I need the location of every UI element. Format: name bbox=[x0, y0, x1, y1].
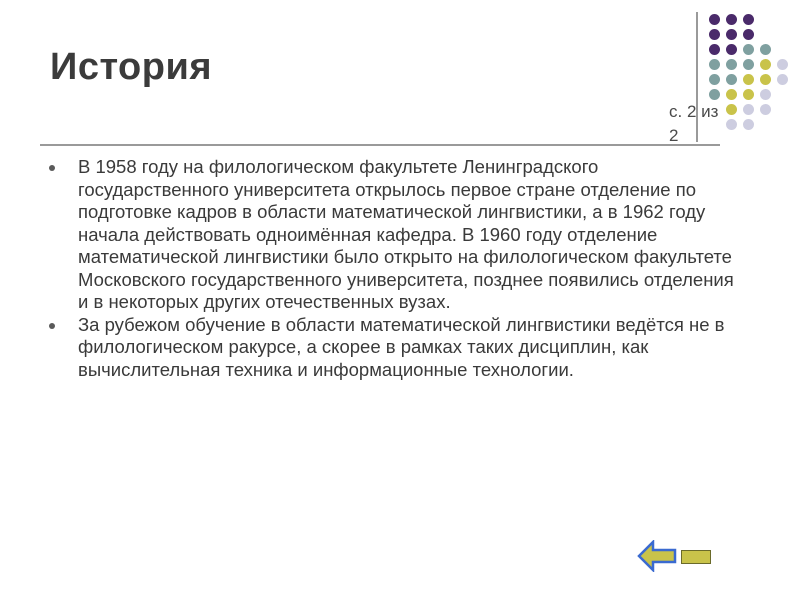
dot bbox=[743, 14, 754, 25]
page-indicator-line2: 2 bbox=[669, 126, 679, 145]
dot bbox=[709, 29, 720, 40]
dot bbox=[760, 59, 771, 70]
dot bbox=[709, 44, 720, 55]
dot bbox=[743, 89, 754, 100]
dot bbox=[743, 29, 754, 40]
bullet-item bbox=[46, 156, 746, 314]
back-arrow-icon[interactable] bbox=[637, 540, 677, 572]
dot bbox=[760, 44, 771, 55]
page-indicator bbox=[669, 100, 731, 148]
dot bbox=[726, 44, 737, 55]
dot bbox=[760, 74, 771, 85]
bullet-icon bbox=[49, 165, 55, 171]
dot bbox=[777, 74, 788, 85]
dot bbox=[726, 29, 737, 40]
dot bbox=[726, 59, 737, 70]
dot bbox=[743, 119, 754, 130]
dot bbox=[709, 89, 720, 100]
bullet-text: В 1958 году на филологическом факультете Ленинградского государственного университета открылось первое стране отделение по подготовке кадров в области математической лингвистики, а в 1962 году начала действовать одноимённая кафедра. В 1960 году отделение математической лингвистики было открыто на филологическом факультете Московского государственного университета, позднее появились отделения и в некоторых других отечественных вузах. bbox=[78, 156, 734, 312]
dot bbox=[743, 44, 754, 55]
dot bbox=[760, 89, 771, 100]
horizontal-divider bbox=[40, 144, 720, 146]
dot bbox=[743, 104, 754, 115]
page-indicator-line1: с. 2 из bbox=[669, 102, 719, 121]
dot bbox=[743, 74, 754, 85]
slide-title: История bbox=[50, 46, 213, 88]
dot bbox=[726, 89, 737, 100]
bullet-text: За рубежом обучение в области математической лингвистики ведётся не в филологическом ракурсе, а скорее в рамках таких дисциплин, как вычислительная техника и информационные технологии. bbox=[78, 313, 725, 380]
forward-button-icon[interactable] bbox=[681, 550, 711, 564]
dot bbox=[709, 14, 720, 25]
bullet-item bbox=[46, 314, 746, 382]
dot bbox=[709, 59, 720, 70]
dot bbox=[726, 14, 737, 25]
dot bbox=[743, 59, 754, 70]
slide-body bbox=[46, 156, 746, 381]
dot bbox=[726, 74, 737, 85]
dot bbox=[777, 59, 788, 70]
dot bbox=[709, 74, 720, 85]
dot bbox=[760, 104, 771, 115]
bullet-icon bbox=[49, 323, 55, 329]
